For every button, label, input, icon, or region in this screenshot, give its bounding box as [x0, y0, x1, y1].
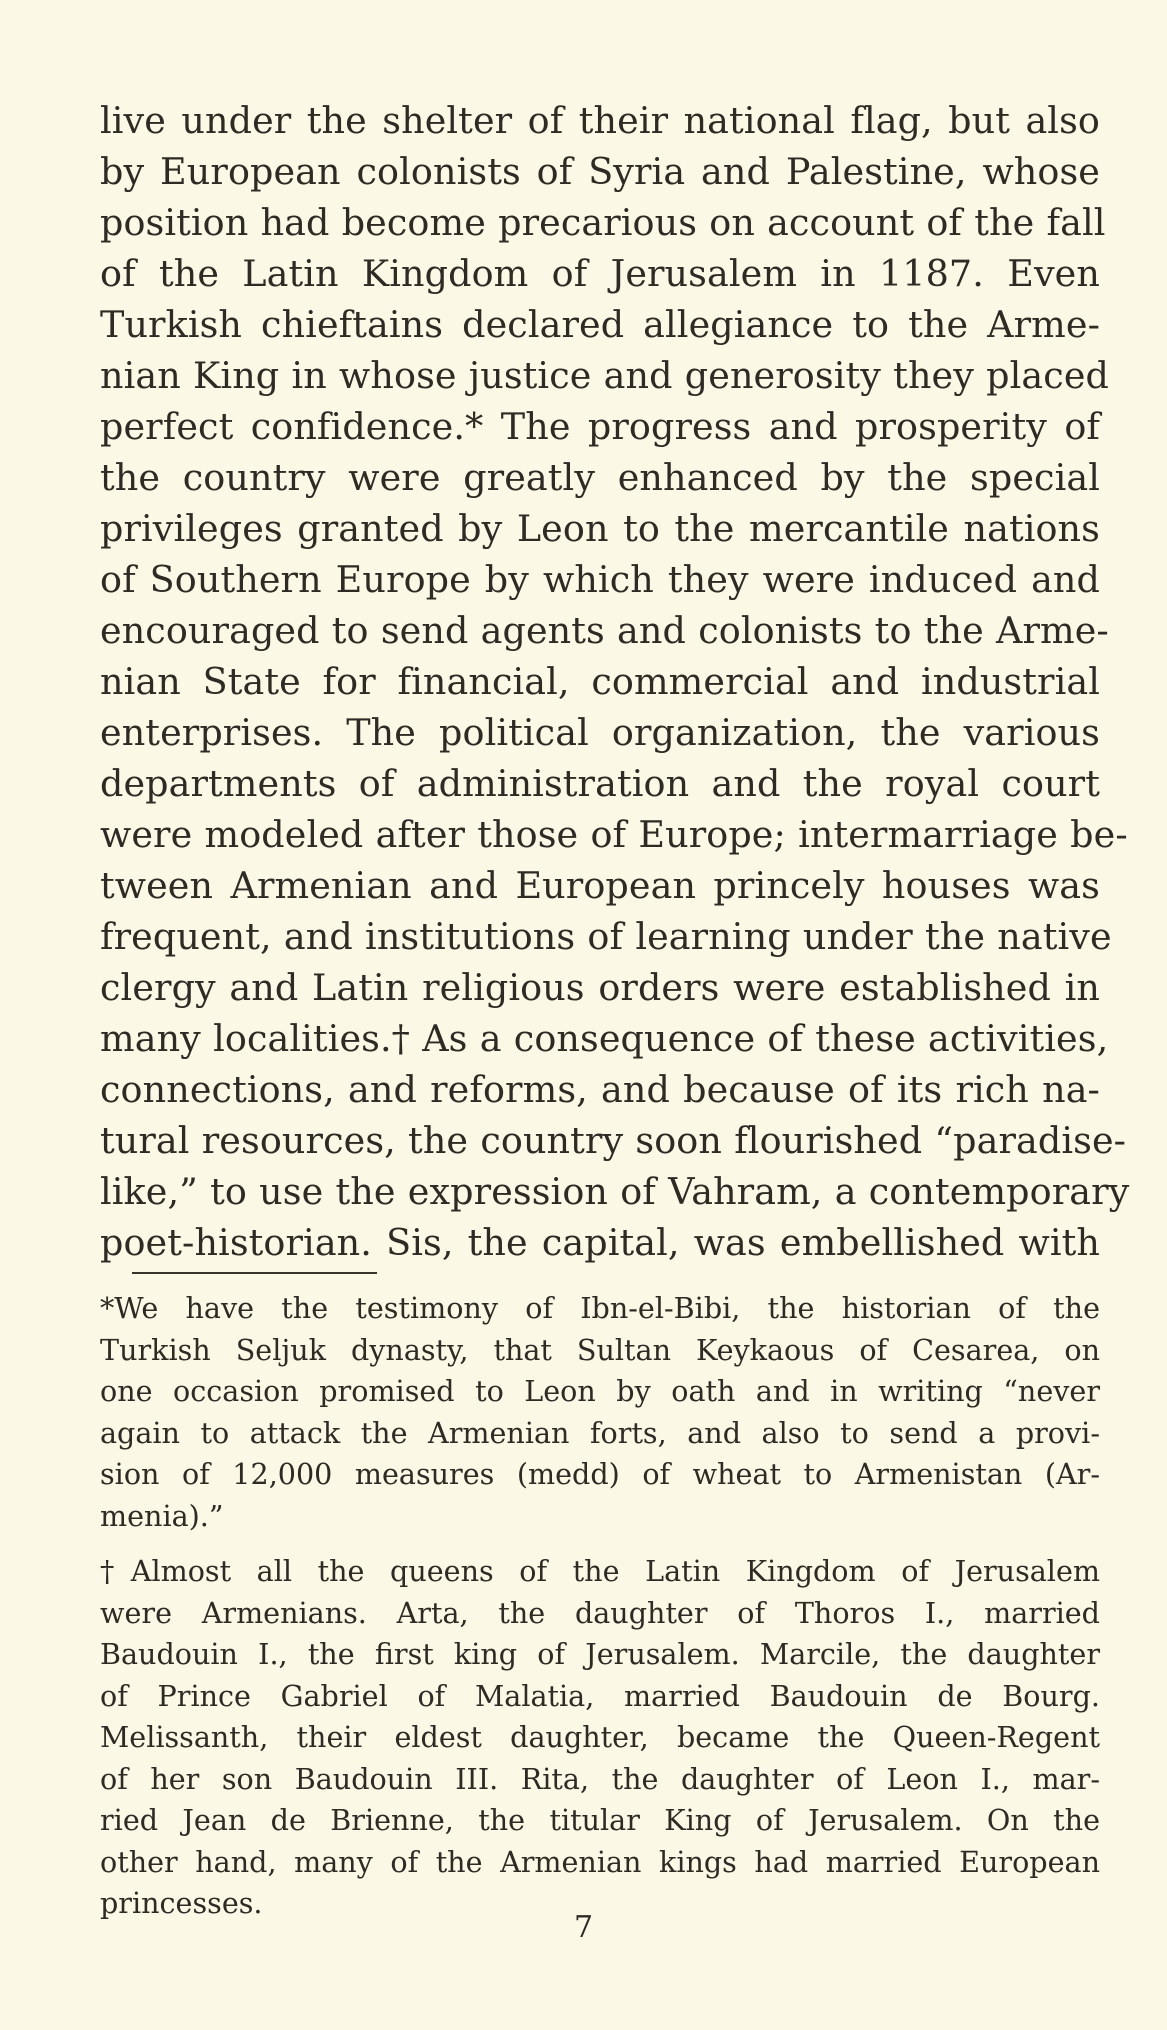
footnote-line: ried Jean de Brienne, the titular King of Jerusalem. On the: [100, 1803, 1100, 1837]
text-line: by European colonists of Syria and Palestine, whose: [100, 150, 1100, 193]
footnote-line: again to attack the Armenian forts, and also to send a provi-: [100, 1415, 1100, 1450]
text-line: live under the shelter of their national flag, but also: [100, 99, 1100, 142]
body-paragraph: [100, 95, 1130, 1268]
text-line: were modeled after those of Europe; intermarriage be-: [100, 813, 1128, 856]
text-line: connections, and reforms, and because of its rich na-: [100, 1068, 1100, 1111]
footnote-asterisk: [100, 1288, 1100, 1537]
text-line: frequent, and institutions of learning under the native: [100, 915, 1112, 958]
book-page: [100, 95, 1130, 1939]
text-line: encouraged to send agents and colonists to the Arme-: [100, 609, 1109, 652]
footnote-line: other hand, many of the Armenian kings had married European: [100, 1844, 1100, 1879]
text-line: the country were greatly enhanced by the special: [100, 456, 1100, 499]
text-line: privileges granted by Leon to the mercantile nations: [100, 507, 1100, 550]
footnote-line: of Prince Gabriel of Malatia, married Baudouin de Bourg.: [100, 1678, 1100, 1713]
footnote-line: menia).”: [100, 1498, 224, 1533]
text-line: clergy and Latin religious orders were established in: [100, 966, 1100, 1009]
text-line: tural resources, the country soon flourished “paradise-: [100, 1119, 1127, 1162]
footnote-line: sion of 12,000 measures (medd) of wheat to Armenistan (Ar-: [100, 1457, 1100, 1491]
footnote-line: were Armenians. Arta, the daughter of Thoros I., married: [100, 1595, 1100, 1630]
footnote-line: Melissanth, their eldest daughter, became the Queen-Regent: [100, 1720, 1100, 1754]
footnote-line: Baudouin I., the first king of Jerusalem. Marcile, the daughter: [100, 1637, 1100, 1671]
footnote-line: of her son Baudouin III. Rita, the daughter of Leon I., mar-: [100, 1761, 1100, 1796]
text-line: Turkish chieftains declared allegiance to the Arme-: [100, 303, 1100, 346]
text-line: many localities.† As a consequence of these activities,: [100, 1017, 1109, 1060]
footnote-line: princesses.: [100, 1886, 263, 1920]
text-line: poet-historian. Sis, the capital, was embellished with: [100, 1221, 1100, 1264]
text-line: like,” to use the expression of Vahram, a contemporary: [100, 1170, 1130, 1213]
text-line: perfect confidence.* The progress and prosperity of: [100, 405, 1100, 448]
footnote-line: Turkish Seljuk dynasty, that Sultan Keykaous of Cesarea, on: [100, 1332, 1100, 1367]
footnote-line: *We have the testimony of Ibn-el-Bibi, the historian of the: [100, 1291, 1100, 1325]
text-line: position had become precarious on account of the fall: [100, 201, 1106, 244]
footnote-dagger: [100, 1551, 1100, 1925]
text-line: tween Armenian and European princely houses was: [100, 864, 1100, 907]
footnote-line: †Almost all the queens of the Latin Kingdom of Jerusalem: [100, 1554, 1100, 1588]
footnote-divider: [132, 1272, 377, 1274]
text-line: of Southern Europe by which they were induced and: [100, 558, 1100, 601]
text-line: departments of administration and the royal court: [100, 762, 1100, 805]
page-number: 7: [573, 1910, 594, 1945]
text-line: enterprises. The political organization, the various: [100, 711, 1100, 754]
text-line: nian King in whose justice and generosity they placed: [100, 354, 1109, 397]
footnote-line: one occasion promised to Leon by oath and in writing “never: [100, 1374, 1100, 1408]
text-line: nian State for financial, commercial and industrial: [100, 660, 1100, 703]
text-line: of the Latin Kingdom of Jerusalem in 1187. Even: [100, 252, 1100, 295]
